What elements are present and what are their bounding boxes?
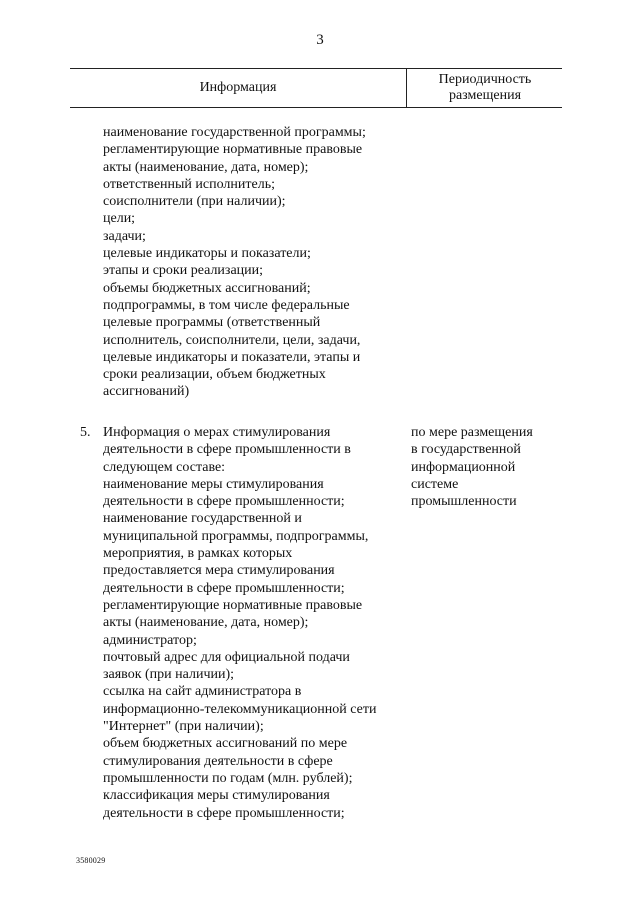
text-line: промышленности по годам (млн. рублей); [103, 770, 353, 786]
text-line: ответственный исполнитель; [103, 176, 275, 192]
item-5-number: 5. [80, 425, 91, 440]
text-line: администратор; [103, 632, 197, 648]
period-line: в государственной [411, 442, 521, 458]
item-5-period [411, 424, 533, 510]
text-line: муниципальной программы, подпрограммы, [103, 528, 369, 544]
text-line: следующем составе: [103, 459, 226, 475]
text-line: целевые индикаторы и показатели, этапы и [103, 349, 361, 365]
text-line: деятельности в сфере промышленности; [103, 580, 345, 596]
text-line: объем бюджетных ассигнований по мере [103, 736, 348, 752]
text-line: Информация о мерах стимулирования [103, 425, 331, 440]
text-line: этапы и сроки реализации; [103, 263, 264, 279]
text-line: стимулирования деятельности в сфере [103, 753, 333, 769]
continuation-text [103, 124, 366, 401]
period-line: системе [411, 476, 459, 492]
text-line: регламентирующие нормативные правовые [103, 142, 363, 158]
text-line: почтовый адрес для официальной подачи [103, 649, 350, 665]
item-5-text [103, 424, 377, 822]
text-line: регламентирующие нормативные правовые [103, 597, 363, 613]
text-line: акты (наименование, дата, номер); [103, 615, 309, 631]
header-period-line2: размещения [448, 88, 522, 103]
period-line: информационной [411, 459, 516, 475]
text-line: исполнитель, соисполнители, цели, задачи, [103, 332, 361, 348]
document-code: 3580029 [76, 856, 106, 865]
header-info: Информация [199, 80, 277, 95]
period-line: промышленности [411, 494, 517, 510]
text-line: наименование государственной и [103, 511, 302, 527]
period-line: по мере размещения [411, 425, 533, 440]
text-line: мероприятия, в рамках которых [103, 546, 293, 562]
text-line: классификация меры стимулирования [103, 788, 330, 804]
text-line: целевые индикаторы и показатели; [103, 246, 311, 262]
header-period-line1: Периодичность [438, 72, 532, 87]
text-line: подпрограммы, в том числе федеральные [103, 297, 350, 313]
header-period [406, 69, 563, 107]
text-line: деятельности в сфере промышленности; [103, 494, 345, 510]
text-line: объемы бюджетных ассигнований; [103, 280, 311, 296]
text-line: ассигнований) [103, 384, 190, 400]
text-line: "Интернет" (при наличии); [103, 719, 264, 735]
page-number: 3 [316, 32, 324, 48]
text-line: заявок (при наличии); [103, 667, 235, 683]
text-line: задачи; [103, 228, 146, 244]
text-line: цели; [103, 211, 136, 227]
table-header [70, 68, 562, 108]
text-line: целевые программы (ответственный [103, 315, 321, 331]
text-line: деятельности в сфере промышленности; [103, 805, 345, 821]
text-line: соисполнители (при наличии); [103, 194, 286, 210]
text-line: сроки реализации, объем бюджетных [103, 367, 326, 383]
text-line: акты (наименование, дата, номер); [103, 159, 309, 175]
text-line: наименование меры стимулирования [103, 476, 324, 492]
text-line: ссылка на сайт администратора в [103, 684, 302, 700]
text-line: информационно-телекоммуникационной сети [103, 701, 377, 717]
text-line: деятельности в сфере промышленности в [103, 442, 351, 458]
text-line: наименование государственной программы; [103, 125, 366, 140]
text-line: предоставляется мера стимулирования [103, 563, 335, 579]
